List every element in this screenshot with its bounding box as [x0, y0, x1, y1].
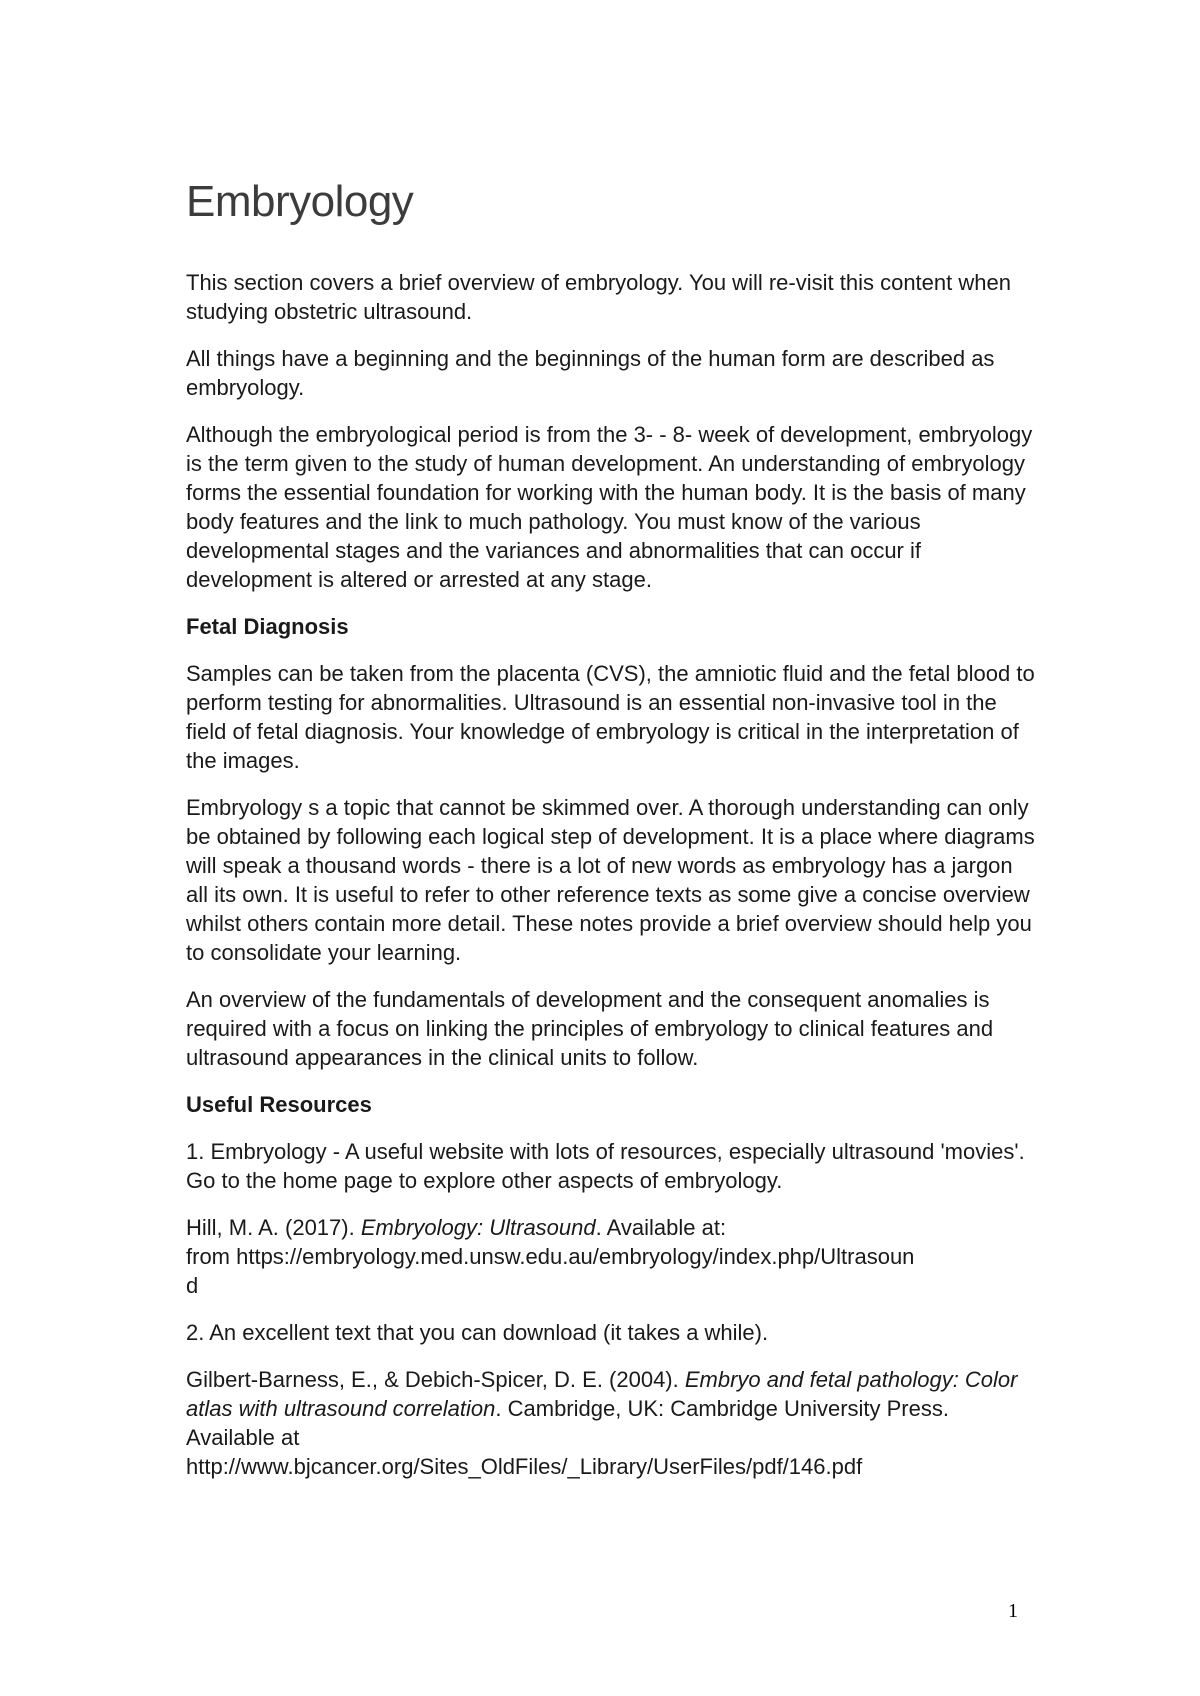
- reference-1-url-link-continued[interactable]: d: [186, 1273, 199, 1298]
- reference-1-available: . Available at:: [595, 1215, 727, 1240]
- reference-2-url-link[interactable]: http://www.bjcancer.org/Sites_OldFiles/_Library/UserFiles/pdf/146.pdf: [186, 1454, 863, 1479]
- fetal-diagnosis-paragraph-1: Samples can be taken from the placenta (CVS), the amniotic fluid and the fetal blood to perform testing for abnormalities. Ultrasound is an essential non-invasive tool in the field of fetal diagnosis. Your knowledge of embryology is critical in the interpretation of the images.: [186, 661, 1035, 773]
- resource-item-1: 1. Embryology - A useful website with lots of resources, especially ultrasound 'movies'. Go to the home page to explore other aspects of embryology.: [186, 1139, 1025, 1193]
- reference-1-title: Embryology: Ultrasound: [360, 1215, 596, 1240]
- fetal-diagnosis-paragraph-2: Embryology s a topic that cannot be skimmed over. A thorough understanding can only be obtained by following each logical step of development. It is a place where diagrams will speak a thousand words - there is a lot of new words as embryology has a jargon all its own. It is useful to refer to other reference texts as some give a concise overview whilst others contain more detail. These notes provide a brief overview should help you to consolidate your learning.: [186, 795, 1035, 965]
- page-number: 1: [1008, 1600, 1018, 1622]
- intro-paragraph-1: This section covers a brief overview of embryology. You will re-visit this content when studying obstetric ultrasound.: [186, 270, 1011, 324]
- fetal-diagnosis-heading: Fetal Diagnosis: [186, 614, 349, 639]
- reference-2-title: Embryo and fetal pathology: Color atlas with ultrasound correlation: [186, 1367, 1018, 1421]
- reference-2-publisher: . Cambridge, UK: Cambridge University Press. Available at: [186, 1396, 949, 1450]
- resource-item-2: 2. An excellent text that you can download (it takes a while).: [186, 1320, 769, 1345]
- reference-1: [186, 1213, 1036, 1300]
- fetal-diagnosis-paragraph-3: An overview of the fundamentals of development and the consequent anomalies is required with a focus on linking the principles of embryology to clinical features and ultrasound appearances in the clinical units to follow.: [186, 987, 994, 1070]
- page-content: [186, 176, 1036, 1499]
- reference-1-url-link[interactable]: from https://embryology.med.unsw.edu.au/embryology/index.php/Ultrasoun: [186, 1244, 915, 1269]
- intro-paragraph-2: All things have a beginning and the beginnings of the human form are described as embryology.: [186, 346, 995, 400]
- intro-paragraph-3: Although the embryological period is from the 3- - 8- week of development, embryology is the term given to the study of human development. An understanding of embryology forms the essential foundation for working with the human body. It is the basis of many body features and the link to much pathology. You must know of the various developmental stages and the variances and abnormalities that can occur if development is altered or arrested at any stage.: [186, 422, 1033, 592]
- reference-1-author: Hill, M. A. (2017).: [186, 1215, 361, 1240]
- page-title: Embryology: [186, 177, 414, 226]
- useful-resources-heading: Useful Resources: [186, 1092, 372, 1117]
- reference-2-author: Gilbert-Barness, E., & Debich-Spicer, D. E. (2004).: [186, 1367, 685, 1392]
- reference-2: [186, 1365, 1036, 1481]
